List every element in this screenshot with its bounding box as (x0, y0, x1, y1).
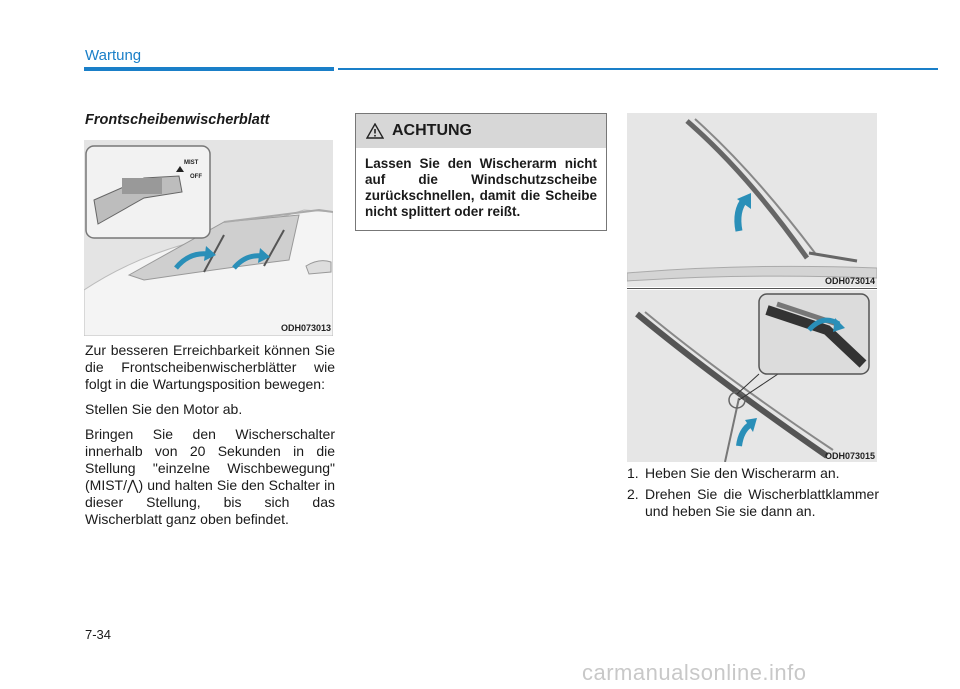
watermark: carmanualsonline.info (582, 660, 807, 685)
warning-triangle-icon (366, 123, 384, 139)
svg-text:OFF: OFF (190, 174, 202, 180)
step-text: Drehen Sie die Wischerblattklammer und heben Sie sie dann an. (645, 486, 879, 519)
figure-wiper-raised (627, 113, 877, 287)
paragraph-part: Bringen Sie den Wischerschalter innerhalb von 20 Sekunden in die Stellung "einzelne Wischbewegung" (MIST/ (85, 426, 335, 493)
list-item (627, 465, 879, 482)
paragraph: Zur besseren Erreichbarkeit können Sie die Frontscheibenwischerblätter wie folgt in die Wartungsposition bewegen: (85, 342, 335, 392)
steps-list (627, 465, 879, 524)
windshield-illustration (84, 140, 333, 336)
paragraph-part: ) und halten Sie den Schalter in dieser Stellung, bis sich das Wischerblatt ganz oben befindet. (85, 477, 335, 527)
header-bar-right (338, 68, 938, 70)
svg-text:MIST: MIST (184, 160, 199, 166)
figure-code: ODH073015 (824, 451, 875, 461)
section-title: Frontscheibenwischerblatt (85, 112, 270, 128)
instructions-text (85, 342, 335, 536)
step-text: Heben Sie den Wischerarm an. (645, 465, 840, 481)
figure-code: ODH073014 (824, 276, 875, 286)
warning-header (356, 114, 606, 148)
step-number: 1. (627, 465, 639, 481)
figure-code: ODH073013 (280, 323, 331, 333)
list-item (627, 486, 879, 520)
mist-symbol-icon: ⋀ (127, 477, 139, 493)
wiper-raised-illustration (627, 113, 877, 287)
figure-wiper-clip (627, 290, 877, 462)
figure-divider (627, 288, 877, 289)
figure-windshield (84, 140, 333, 336)
page-number: 7-34 (85, 627, 112, 642)
wiper-clip-illustration (627, 290, 877, 462)
warning-box (355, 113, 607, 231)
warning-text: Lassen Sie den Wischerarm nicht auf die Windschutzscheibe zurückschnellen, damit die Scheibe nicht splittert oder reißt. (365, 156, 597, 219)
header-bar-left (84, 67, 334, 71)
step-number: 2. (627, 486, 639, 502)
warning-title: ACHTUNG (392, 122, 472, 139)
paragraph (85, 426, 335, 528)
section-header: Wartung (85, 47, 142, 64)
paragraph: Stellen Sie den Motor ab. (85, 401, 243, 417)
